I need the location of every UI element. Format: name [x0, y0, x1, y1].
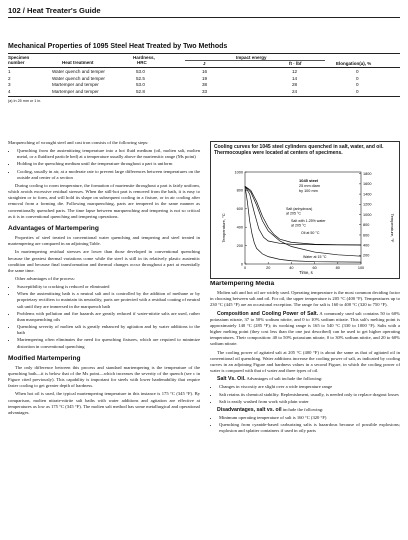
right-para-4: Advantages of salt include the following: — [246, 376, 323, 382]
list-item: • Problems with pollution and fire hazards are greatly reduced if water-nitrite salts are used, rather than marquenching oils — [17, 311, 200, 323]
col-heat-treatment: Heat treatment — [62, 60, 94, 65]
y-tick-label-left: 800 — [236, 188, 243, 193]
heading-media: Martempering Media — [210, 281, 275, 287]
inset-line-3: by 100 mm — [299, 189, 318, 193]
x-tick-label: 0 — [243, 266, 247, 270]
salt-disadvantages-list — [210, 415, 400, 434]
list-item: • Holding in the quenching medium until the temperature throughout a part is uniform — [17, 161, 200, 167]
table-row-3-ft: 28 — [292, 82, 298, 87]
table-row-2-elong: 0 — [356, 75, 359, 81]
left-para-5: Other advantages of the process: — [15, 275, 75, 281]
heading-salt-vs-oil: Salt Vs. Oil. — [217, 376, 246, 383]
list-item: • Quenching severity of molten salt is greatly enhanced by agitation and by water additions to the bath — [17, 324, 200, 336]
table-row-4-hrc: 52.8 — [136, 88, 145, 94]
left-column — [8, 140, 200, 536]
heading-modified: Modified Martempering — [8, 354, 81, 362]
table-row-4-elong: 0 — [356, 88, 359, 94]
left-para-4: In martempering residual stresses are lower than those developed in conventional quenching because the greatest thermal variations come while the steel is still in its relatively plastic austenitic condition and because final transformation and thermal changes occur throughout a part at essentially the same time. — [8, 249, 200, 273]
list-item: • Salt is easily washed from work with plain water — [219, 399, 400, 405]
table-row-2-hrc: 52.5 — [136, 75, 145, 81]
left-para-6: The only difference between this process and standard martempering is the temperature of the quenching bath—it is below that of the Ms point—which increases the severity of the quench (see c in Figure cited previously). This capability is important for steels with lower hardenability that require faster cooling to get greater depth of hardness. — [8, 364, 200, 389]
table-row-4-num: 4 — [8, 88, 11, 94]
table-bottom-rule — [8, 96, 400, 97]
table-row-1-hrc: 53.0 — [136, 69, 145, 74]
left-para-7: When hot oil is used, the typical martempering temperature in this instance is 175 °C (345 °F). By comparison, molten nitrate-nitrite salt baths with water additions and agitation are effective at temperatures as low as 175 °C (345 °F). The molten salt method has some metallurgical and operational advantages. — [8, 391, 200, 415]
y-tick-label-right: 1000 — [363, 212, 372, 217]
y-tick-label-right: 1400 — [363, 192, 372, 197]
table-row-1-treatment: Water quench and temper — [52, 69, 105, 74]
table-row-1-j: 16 — [202, 69, 208, 74]
heading-disadvantages: Disadvantages, salt vs. oil — [217, 406, 282, 413]
header-rule — [8, 17, 400, 18]
list-item: • Susceptibility to cracking is reduced or eliminated — [17, 284, 200, 290]
table-row-2-treatment: Water quench and temper — [52, 75, 105, 81]
col-number: number — [8, 60, 25, 65]
table-footnote: (a) In 25 mm or 1 in. — [8, 99, 42, 103]
table-row-3-elong: 0 — [356, 82, 359, 87]
table-row-2-j: 19 — [202, 75, 208, 81]
col-impact: Impact energy — [236, 55, 267, 60]
chart-title: Cooling curves for 1045 steel cylinders quenched in salt, water, and oil. Thermocouples were located at centers of specimens. — [214, 144, 384, 156]
y-axis-label-left: Temperature, °C — [221, 213, 226, 243]
list-item: • Quenching from the austenitizing temperature into a hot fluid medium (oil, molten salt, molten metal, or a fluidized particle bed) at a temperature usually above the martensitic range (Ms point) — [17, 148, 200, 160]
inset-line-1: 1045 steel — [299, 178, 319, 183]
label-oil: Oil at 50 °C — [301, 231, 320, 235]
table-row-1-ft: 12 — [292, 69, 298, 74]
list-item: • Cooling, usually in air, at a moderate rate to prevent large differences between temperatures on the outside and center of a section — [17, 169, 200, 181]
list-item: • When the austenitizing bath is a neutral salt and is controlled by the addition of methane or by proprietary rectifiers to maintain its neutrality, parts are protected with a residual coating of neutral salt until they are immersed in the marquench bath — [17, 291, 200, 309]
list-item: • Minimum operating temperature of salt is 160 °C (320 °F) — [219, 415, 400, 421]
y-tick-label-left: 1000 — [234, 170, 243, 175]
x-tick-label: 100 — [357, 266, 365, 270]
col-hardness: Hardness, — [133, 55, 155, 60]
list-item: • Martempering often eliminates the need for quenching fixtures, which are required to minimize distortion in conventional quenching — [17, 337, 200, 349]
left-para-2: During cooling to room temperature, the formation of martensite throughout a part is fairly uniform, which avoids excessive residual stresses. When the still-hot part is removed from the bath, it is easy to straighten or to form, and will hold its shape on subsequent cooling in a fixture, or in air cooling after removal from a forming die. Following marquenching, parts are tempered in the same manner as conventionally quenched parts. The time lapse between marquenching and tempering is not so critical as it is in conventional quenching and tempering operations. — [8, 182, 200, 219]
list-item: • Salt retains its chemical stability. Replenishment, usually, is needed only to replace dragout losses — [219, 392, 400, 398]
table-row-3-j: 38 — [202, 82, 208, 87]
right-para-5: include the following: — [282, 406, 324, 412]
y-tick-label-left: 0 — [240, 262, 243, 267]
heading-composition: Composition and Cooling Power of Salt. — [217, 310, 319, 317]
list-item: • Changes in viscosity are slight over a wide temperature range — [219, 384, 400, 390]
x-tick-label: 80 — [335, 266, 340, 270]
inset-line-2: 25 mm diam — [299, 184, 320, 188]
table-row-4-j: 33 — [202, 88, 208, 94]
table-row-1-elong: 0 — [356, 69, 359, 74]
label-salt-anhydrous-1: Salt (anhydrous) — [286, 207, 313, 211]
y-tick-label-right: 600 — [363, 233, 370, 238]
col-ftlbf: ft · lbf — [289, 61, 302, 66]
page-header: 102 / Heat Treater's Guide — [8, 6, 101, 15]
heading-advantages: Advantages of Martempering — [8, 224, 99, 232]
y-tick-label-left: 600 — [236, 207, 243, 212]
y-tick-label-left: 200 — [236, 243, 243, 248]
salt-advantages-list — [210, 384, 400, 404]
right-para-2: A commonly used salt contains 50 to 60% potassium nitrate, 37 to 50% sodium nitrite, and 0 to 10% sodium nitrate. This salt's melting point is approximately 140 °C (285 °F); its working range is 165 to 540 °C (330 to 1000 °F). Salts with a higher melting point (they cost less than the one just described) can be used to get higher operating temperatures. Their composition: 40 to 50% potassium nitrate, 0 to 30% sodium nitrite, and 20 to 60% sodium nitrate. — [210, 310, 400, 347]
label-salt-water-2: at 205 °C — [291, 223, 307, 228]
col-hrc: HRC — [137, 60, 147, 65]
y-tick-label-right: 800 — [363, 223, 370, 228]
series-line-1 — [245, 186, 361, 245]
col-specimen: Specimen — [8, 55, 30, 60]
y-axis-label-right: Temperature, °F — [390, 213, 395, 243]
table-row-2-num: 2 — [8, 75, 11, 81]
x-tick-label: 60 — [312, 266, 317, 270]
left-para-1: Marquenching of wrought steel and cast iron consists of the following steps: — [8, 140, 149, 145]
cooling-curve-chart — [211, 166, 397, 276]
right-para-3: The cooling power of agitated salt at 205 °C (400 °F) is about the same as that of agitated oil in conventional oil quenching. Water additions increase the cooling power of salt, as indicated by cooling curves in an adjoining Figure and hardness values in a second Figure, in which the cooling power of water is compared with that of water and three types of oil. — [210, 349, 400, 374]
y-tick-label-right: 200 — [363, 253, 370, 258]
x-tick-label: 20 — [266, 266, 271, 270]
y-tick-label-left: 400 — [236, 225, 243, 230]
curve-labels — [286, 207, 327, 259]
table-title: Mechanical Properties of 1095 Steel Heat Treated by Two Methods — [8, 43, 228, 50]
y-tick-label-right: 1800 — [363, 171, 372, 176]
inset-label — [299, 178, 320, 193]
label-water: Water at 15 °C — [303, 255, 327, 259]
impact-rule — [185, 60, 325, 61]
list-item: • Quenching from cyanide-based carburizing salts is hazardous because of possible explosions; explosion and splatter containers if used in oily parts — [219, 422, 400, 434]
table-head-rule — [8, 67, 400, 68]
table-top-rule — [8, 53, 400, 54]
left-para-3: Properties of steel treated in conventional water quenching and tempering and steel treated in martempering are compared in an adjoining Table. — [8, 235, 200, 247]
y-tick-label-right: 1600 — [363, 182, 372, 187]
table-row-4-ft: 24 — [292, 88, 298, 94]
cooling-curve-figure — [210, 141, 400, 279]
x-tick-label: 40 — [289, 266, 294, 270]
label-salt-water-1: Salt with 1.25% water — [291, 219, 326, 223]
right-para-1: Molten salt and hot oil are widely used. Operating temperature is the most common deciding factor in choosing between salt and oil. For oil, the upper temperature is 205 °C (400 °F). Temperatures up to 230 °C (445 °F) are an occasional exception. The range for salt is 160 to 400 °C (320 to 750 °F). — [210, 290, 400, 308]
y-tick-label-right: 400 — [363, 243, 370, 248]
table-row-2-ft: 14 — [292, 75, 298, 81]
table-row-4-treatment: Martemper and temper — [52, 88, 99, 94]
col-j: J — [203, 61, 206, 66]
y-tick-label-right: 1200 — [363, 202, 372, 207]
col-elongation: Elongation(a), % — [336, 61, 372, 66]
x-axis-label: Time, s — [299, 270, 313, 275]
table-row-3-num: 3 — [8, 82, 11, 87]
table-row-3-treatment: Martemper and temper — [52, 82, 99, 87]
table-row-3-hrc: 53.0 — [136, 82, 145, 87]
right-column — [210, 281, 400, 537]
left-steps-list — [8, 148, 200, 181]
left-advantages-list — [8, 284, 200, 350]
table-row-1-num: 1 — [8, 69, 11, 74]
label-salt-anhydrous-2: at 205 °C — [286, 211, 302, 216]
